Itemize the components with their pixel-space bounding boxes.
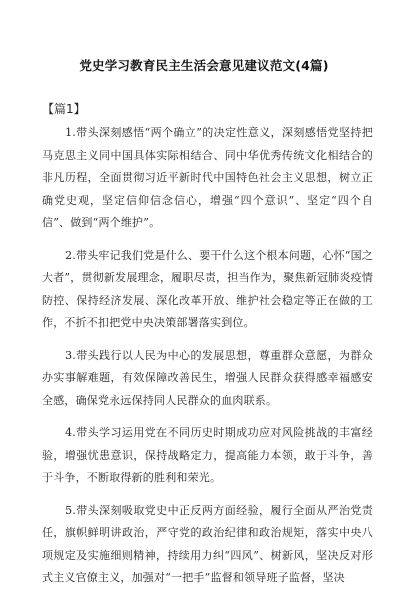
paragraph-1: 1.带头深刻感悟“两个确立”的决定性意义，深刻感悟党坚持把马克思主义同中国具体实际相结合、同中华优秀传统文化相结合的非凡历程，全面贯彻习近平新时代中国特色社会主义思想，树立正确党史观，坚定信仰信念信心，增强“四个意识”、坚定“四个自信”、做到“两个维护”。 xyxy=(42,126,373,229)
paragraph-3: 3.带头践行以人民为中心的发展思想，尊重群众意愿，为群众办实事解难题，有效保障改善民生，增强人民群众获得感幸福感安全感，确保党永远保持同人民群众的血肉联系。 xyxy=(42,348,373,407)
paragraph-4: 4.带头学习运用党在不同历史时期成功应对风险挑战的丰富经验，增强忧患意识，保持战略定力，提高能力本领，敢于斗争，善于斗争，不断取得新的胜利和荣光。 xyxy=(42,426,373,484)
document-title: 党史学习教育民主生活会意见建议范文(4篇) xyxy=(79,58,329,73)
paragraph-2: 2.带头牢记我们党是什么、要干什么这个根本问题，心怀“国之大者”，贯彻新发展理念，履职尽责，担当作为，聚焦新冠肺炎疫情防控、保持经济发展、深化改革开放、维护社会稳定等正在做的工作，不折不扣把党中央决策部署落实到位。 xyxy=(42,248,374,329)
paragraph-5: 5.带头深刻吸取党史中正反两方面经验，履行全面从严治党责任，旗帜鲜明讲政治，严守党的政治纪律和政治规矩，落实中央八项规定及实施细则精神，持续用力纠“四风”、树新风，坚决反对形式主义官僚主义，加强对“一把手”监督和领导班子监督，坚决 xyxy=(42,503,373,584)
section-label: 【篇1】 xyxy=(42,102,86,116)
document-body xyxy=(42,122,373,600)
